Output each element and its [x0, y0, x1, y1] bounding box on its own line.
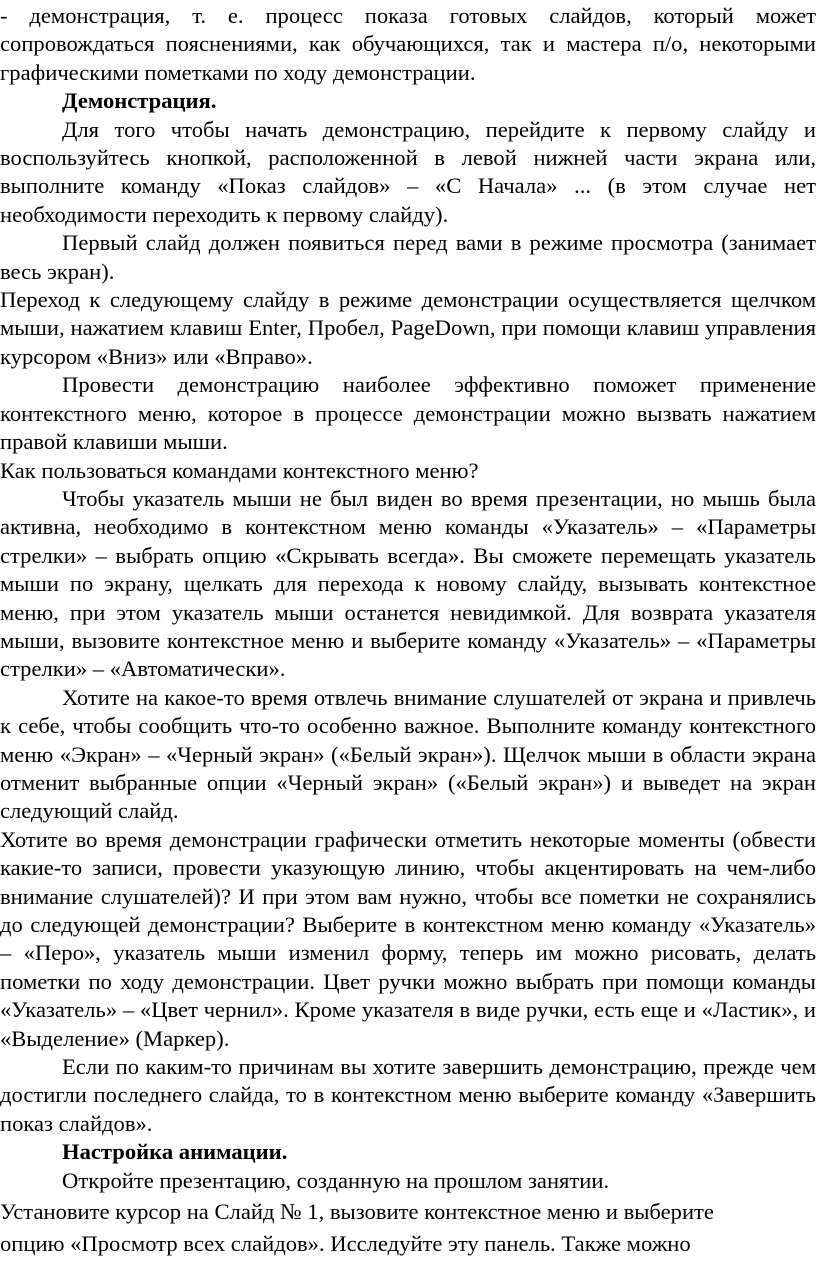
paragraph-pointer: Чтобы указатель мыши не был виден во время презентации, но мышь была активна, необходимо в контекстном меню команды «Указатель» – «Параметры стрелки» – выбрать опцию «Скрывать всегда». Вы сможете перемещать указатель мыши по экрану, щелкать для перехода к новому слайду, вызывать контекстное меню, при этом указатель мыши останется невидимкой. Для возврата указателя мыши, вызовите контекстное меню и выберите команду «Указатель» – «Параметры стрелки» – «Автоматически».	[0, 485, 816, 682]
paragraph-view-all-slides: опцию «Просмотр всех слайдов». Исследуйте эту панель. Также можно	[0, 1231, 691, 1257]
paragraph-set-cursor: Установите курсор на Слайд № 1, вызовите контекстное меню и выберите	[0, 1199, 714, 1225]
paragraph-open-presentation: Откройте презентацию, созданную на прошлом занятии.	[62, 1167, 610, 1193]
heading-demonstration: Демонстрация.	[62, 88, 217, 114]
paragraph-context-menu: Провести демонстрацию наиболее эффективно поможет применение контекстного меню, которое в процессе демонстрации можно вызвать нажатием правой клавиши мыши.	[0, 372, 816, 455]
paragraph-pen: Хотите во время демонстрации графически отметить некоторые моменты (обвести какие-то записи, провести указующую линию, чтобы акцентировать на чем-либо внимание слушателей)? И при этом вам нужно, чтобы все пометки не сохранялись до следующей демонстрации? Выберите в контекстном меню команду «Указатель» – «Перо», указатель мыши изменил форму, теперь им можно рисовать, делать пометки по ходу демонстрации. Цвет ручки можно выбрать при помощи команды «Указатель» – «Цвет чернил». Кроме указателя в виде ручки, есть еще и «Ластик», и «Выделение» (Маркер).	[0, 826, 816, 1051]
paragraph-end-show: Если по каким-то причинам вы хотите завершить демонстрацию, прежде чем достигли последнего слайда, то в контекстном меню выберите команду «Завершить показ слайдов».	[0, 1054, 816, 1136]
paragraph-first-slide: Первый слайд должен появиться перед вами в режиме просмотра (занимает весь экран).	[0, 230, 816, 284]
paragraph-start-demo: Для того чтобы начать демонстрацию, перейдите к первому слайду и воспользуйтесь кнопкой, расположенной в левой нижней части экрана или, выполните команду «Показ слайдов» – «С Начала» ... (в этом случае нет необходимости переходить к первому слайду).	[0, 116, 816, 227]
heading-animation-setup: Настройка анимации.	[62, 1139, 288, 1165]
paragraph-demo-definition: - демонстрация, т. е. процесс показа готовых слайдов, который может сопровождаться пояснениями, как обучающихся, так и мастера п/о, некоторыми графическими пометками по ходу демонстрации.	[0, 3, 816, 85]
paragraph-next-slide: Переход к следующему слайду в режиме демонстрации осуществляется щелчком мыши, нажатием клавиш Enter, Пробел, PageDown, при помощи клавиш управления курсором «Вниз» или «Вправо».	[0, 287, 816, 369]
paragraph-black-screen: Хотите на какое-то время отвлечь внимание слушателей от экрана и привлечь к себе, чтобы сообщить что-то особенно важное. Выполните команду контекстного меню «Экран» – «Черный экран» («Белый экран»). Щелчок мыши в области экрана отменит выбранные опции «Черный экран» («Белый экран») и выведет на экран следующий слайд.	[0, 684, 816, 824]
paragraph-question: Как пользоваться командами контекстного меню?	[0, 457, 479, 483]
